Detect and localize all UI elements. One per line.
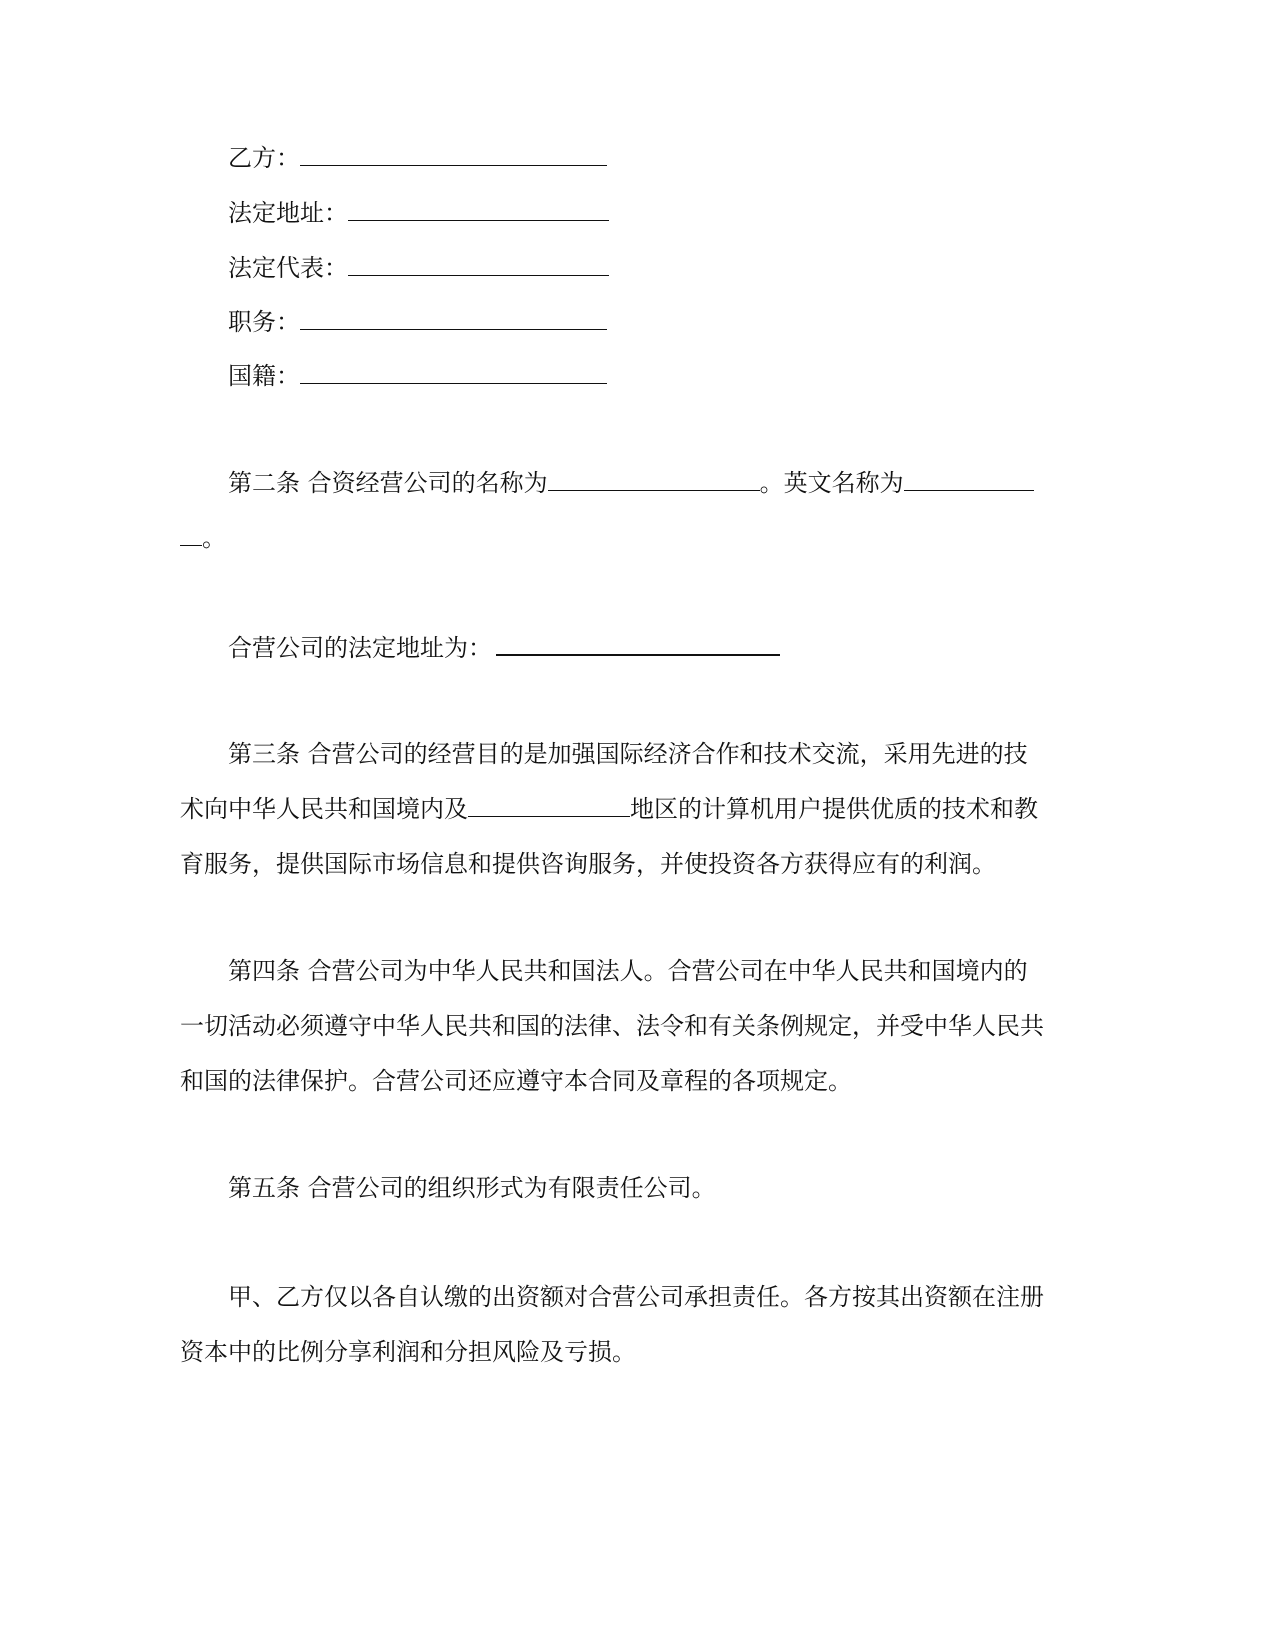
party-b-name-label: 乙方： (228, 144, 300, 172)
liability-line1: 甲、乙方仅以各自认缴的出资额对合营公司承担责任。各方按其出资额在注册 (228, 1283, 1044, 1311)
article5-line1: 第五条 合营公司的组织形式为有限责任公司。 (228, 1174, 716, 1202)
region-blank (468, 796, 630, 817)
party-b-nationality-row (228, 360, 607, 392)
party-b-name-blank (300, 145, 607, 166)
english-name-blank (904, 470, 1034, 491)
article3-line2-before: 术向中华人民共和国境内及 (180, 795, 468, 823)
article2-line2 (180, 522, 226, 554)
party-b-address-row (228, 197, 609, 229)
company-name-blank (548, 470, 760, 491)
party-b-position-blank (300, 309, 607, 330)
party-b-representative-label: 法定代表： (228, 254, 348, 282)
party-b-nationality-blank (300, 363, 607, 384)
party-b-representative-blank (348, 255, 609, 276)
article2-text-end: 。 (202, 524, 226, 552)
article4-line2: 一切活动必须遵守中华人民共和国的法律、法令和有关条例规定，并受中华人民共 (180, 1012, 1044, 1040)
party-b-nationality-label: 国籍： (228, 362, 300, 390)
party-b-name-row (228, 142, 607, 174)
article3-line3: 育服务，提供国际市场信息和提供咨询服务，并使投资各方获得应有的利润。 (180, 850, 996, 878)
legal-address-blank (496, 634, 780, 656)
article2-text-middle: 。英文名称为 (759, 469, 904, 497)
english-name-blank-continued (180, 525, 202, 546)
party-b-address-blank (348, 200, 609, 221)
address-clause-line (228, 632, 780, 664)
article3-line1: 第三条 合营公司的经营目的是加强国际经济合作和技术交流，采用先进的技 (228, 740, 1028, 768)
party-b-representative-row (228, 252, 609, 284)
article2-text-before: 第二条 合资经营公司的名称为 (228, 469, 548, 497)
article3-line2 (180, 793, 1038, 825)
party-b-position-label: 职务： (228, 308, 300, 336)
party-b-position-row (228, 306, 607, 338)
article4-line3: 和国的法律保护。合营公司还应遵守本合同及章程的各项规定。 (180, 1067, 852, 1095)
article2-line1 (228, 467, 1034, 499)
liability-line2: 资本中的比例分享利润和分担风险及亏损。 (180, 1338, 636, 1366)
address-clause-label: 合营公司的法定地址为： (228, 634, 492, 662)
article3-line2-after: 地区的计算机用户提供优质的技术和教 (630, 795, 1038, 823)
article4-line1: 第四条 合营公司为中华人民共和国法人。合营公司在中华人民共和国境内的 (228, 957, 1028, 985)
party-b-address-label: 法定地址： (228, 199, 348, 227)
